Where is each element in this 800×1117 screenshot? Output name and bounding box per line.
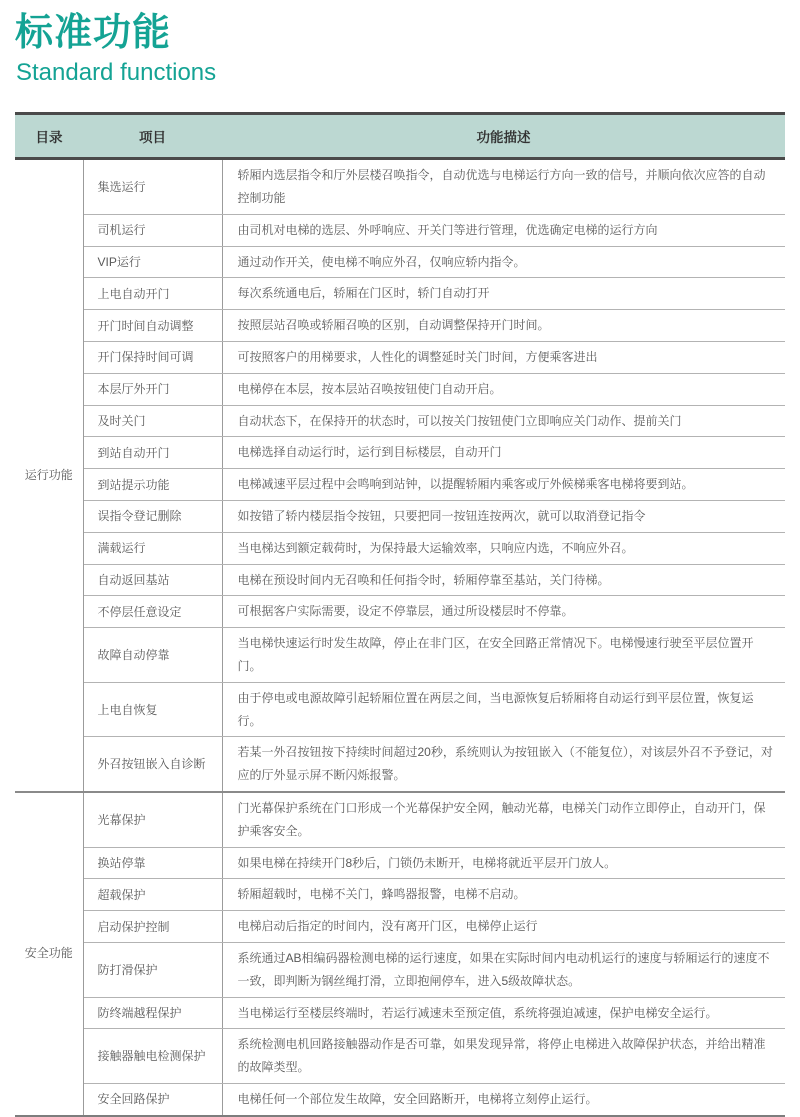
table-header: [15, 114, 785, 159]
description-cell: 电梯在预设时间内无召唤和任何指令时，轿厢停靠至基站，关门待梯。: [222, 564, 785, 596]
table-row: [15, 214, 785, 246]
item-cell: 开门保持时间可调: [83, 342, 222, 374]
description-cell: 如果电梯在持续开门8秒后，门锁仍未断开，电梯将就近平层开门放人。: [222, 847, 785, 879]
description-cell: 当电梯快速运行时发生故障，停止在非门区，在安全回路正常情况下。电梯慢速行驶至平层位置开门。: [222, 628, 785, 683]
table-row: [15, 469, 785, 501]
table-row: [15, 159, 785, 215]
description-cell: 电梯减速平层过程中会鸣响到站钟，以提醒轿厢内乘客或厅外候梯乘客电梯将要到站。: [222, 469, 785, 501]
description-cell: 电梯停在本层，按本层站召唤按钮使门自动开启。: [222, 373, 785, 405]
item-cell: 换站停靠: [83, 847, 222, 879]
description-cell: 当电梯达到额定载荷时，为保持最大运输效率，只响应内选，不响应外召。: [222, 532, 785, 564]
item-cell: 启动保护控制: [83, 911, 222, 943]
description-cell: 可按照客户的用梯要求，人性化的调整延时关门时间，方便乘客进出: [222, 342, 785, 374]
table-row: [15, 943, 785, 998]
table-section: [15, 159, 785, 792]
description-cell: 当电梯运行至楼层终端时，若运行减速未至预定值，系统将强迫减速，保护电梯安全运行。: [222, 997, 785, 1029]
document-header: [0, 0, 800, 86]
item-cell: 满载运行: [83, 532, 222, 564]
item-cell: 光幕保护: [83, 792, 222, 847]
description-cell: 轿厢内选层指令和厅外层楼召唤指令，自动优选与电梯运行方向一致的信号，并顺向依次应答的自动控制功能: [222, 159, 785, 215]
table-row: [15, 847, 785, 879]
table-row: [15, 628, 785, 683]
item-cell: 不停层任意设定: [83, 596, 222, 628]
category-cell: 运行功能: [15, 159, 83, 792]
description-cell: 可根据客户实际需要，设定不停靠层，通过所设楼层时不停靠。: [222, 596, 785, 628]
item-cell: VIP运行: [83, 246, 222, 278]
category-cell: 安全功能: [15, 792, 83, 1116]
page-subtitle: Standard functions: [16, 58, 217, 86]
description-cell: 若某一外召按钮按下持续时间超过20秒，系统则认为按钮嵌入（不能复位），对该层外召不予登记，对应的厅外显示屏不断闪烁报警。: [222, 737, 785, 792]
table-row: [15, 911, 785, 943]
item-cell: 防终端越程保护: [83, 997, 222, 1029]
description-cell: 如按错了轿内楼层指令按钮，只要把同一按钮连按两次，就可以取消登记指令: [222, 501, 785, 533]
table-row: [15, 532, 785, 564]
item-cell: 到站提示功能: [83, 469, 222, 501]
item-cell: 安全回路保护: [83, 1083, 222, 1115]
item-cell: 开门时间自动调整: [83, 310, 222, 342]
table-row: [15, 405, 785, 437]
table-row: [15, 278, 785, 310]
description-cell: 门光幕保护系统在门口形成一个光幕保护安全网，触动光幕，电梯关门动作立即停止，自动开门，保护乘客安全。: [222, 792, 785, 847]
description-cell: 系统通过AB相编码器检测电梯的运行速度，如果在实际时间内电动机运行的速度与轿厢运行的速度不一致，即判断为钢丝绳打滑，立即抱闸停车，进入5级故障状态。: [222, 943, 785, 998]
table-row: [15, 437, 785, 469]
description-cell: 系统检测电机回路接触器动作是否可靠，如果发现异常，将停止电梯进入故障保护状态，并给出精准的故障类型。: [222, 1029, 785, 1084]
table-header-row: [15, 114, 785, 159]
item-cell: 上电自动开门: [83, 278, 222, 310]
table-row: [15, 682, 785, 737]
table-row: [15, 310, 785, 342]
table-row: [15, 342, 785, 374]
table-row: [15, 564, 785, 596]
description-cell: 电梯启动后指定的时间内，没有离开门区，电梯停止运行: [222, 911, 785, 943]
item-cell: 故障自动停靠: [83, 628, 222, 683]
description-cell: 由司机对电梯的选层、外呼响应、开关门等进行管理，优选确定电梯的运行方向: [222, 214, 785, 246]
item-cell: 防打滑保护: [83, 943, 222, 998]
table-row: [15, 879, 785, 911]
item-cell: 自动返回基站: [83, 564, 222, 596]
description-cell: 通过动作开关，使电梯不响应外召，仅响应轿内指令。: [222, 246, 785, 278]
item-cell: 外召按钮嵌入自诊断: [83, 737, 222, 792]
functions-table: [15, 112, 785, 1117]
item-cell: 到站自动开门: [83, 437, 222, 469]
header-catalog: 目录: [15, 114, 83, 159]
description-cell: 电梯选择自动运行时，运行到目标楼层，自动开门: [222, 437, 785, 469]
description-cell: 每次系统通电后，轿厢在门区时，轿门自动打开: [222, 278, 785, 310]
table-row: [15, 246, 785, 278]
item-cell: 集选运行: [83, 159, 222, 215]
table-row: [15, 1029, 785, 1084]
item-cell: 上电自恢复: [83, 682, 222, 737]
table-section: [15, 792, 785, 1116]
header-item: 项目: [83, 114, 222, 159]
page-title: 标准功能: [15, 12, 172, 54]
item-cell: 本层厅外开门: [83, 373, 222, 405]
item-cell: 及时关门: [83, 405, 222, 437]
item-cell: 超载保护: [83, 879, 222, 911]
description-cell: 由于停电或电源故障引起轿厢位置在两层之间，当电源恢复后轿厢将自动运行到平层位置，恢复运行。: [222, 682, 785, 737]
table-row: [15, 501, 785, 533]
header-description: 功能描述: [222, 114, 785, 159]
table-row: [15, 1083, 785, 1115]
description-cell: 电梯任何一个部位发生故障，安全回路断开，电梯将立刻停止运行。: [222, 1083, 785, 1115]
table-row: [15, 997, 785, 1029]
item-cell: 误指令登记删除: [83, 501, 222, 533]
item-cell: 接触器触电检测保护: [83, 1029, 222, 1084]
table-row: [15, 596, 785, 628]
item-cell: 司机运行: [83, 214, 222, 246]
table-row: [15, 373, 785, 405]
table-row: [15, 792, 785, 847]
description-cell: 按照层站召唤或轿厢召唤的区别，自动调整保持开门时间。: [222, 310, 785, 342]
description-cell: 自动状态下，在保持开的状态时，可以按关门按钮使门立即响应关门动作、提前关门: [222, 405, 785, 437]
description-cell: 轿厢超载时，电梯不关门，蜂鸣器报警，电梯不启动。: [222, 879, 785, 911]
table-row: [15, 737, 785, 792]
